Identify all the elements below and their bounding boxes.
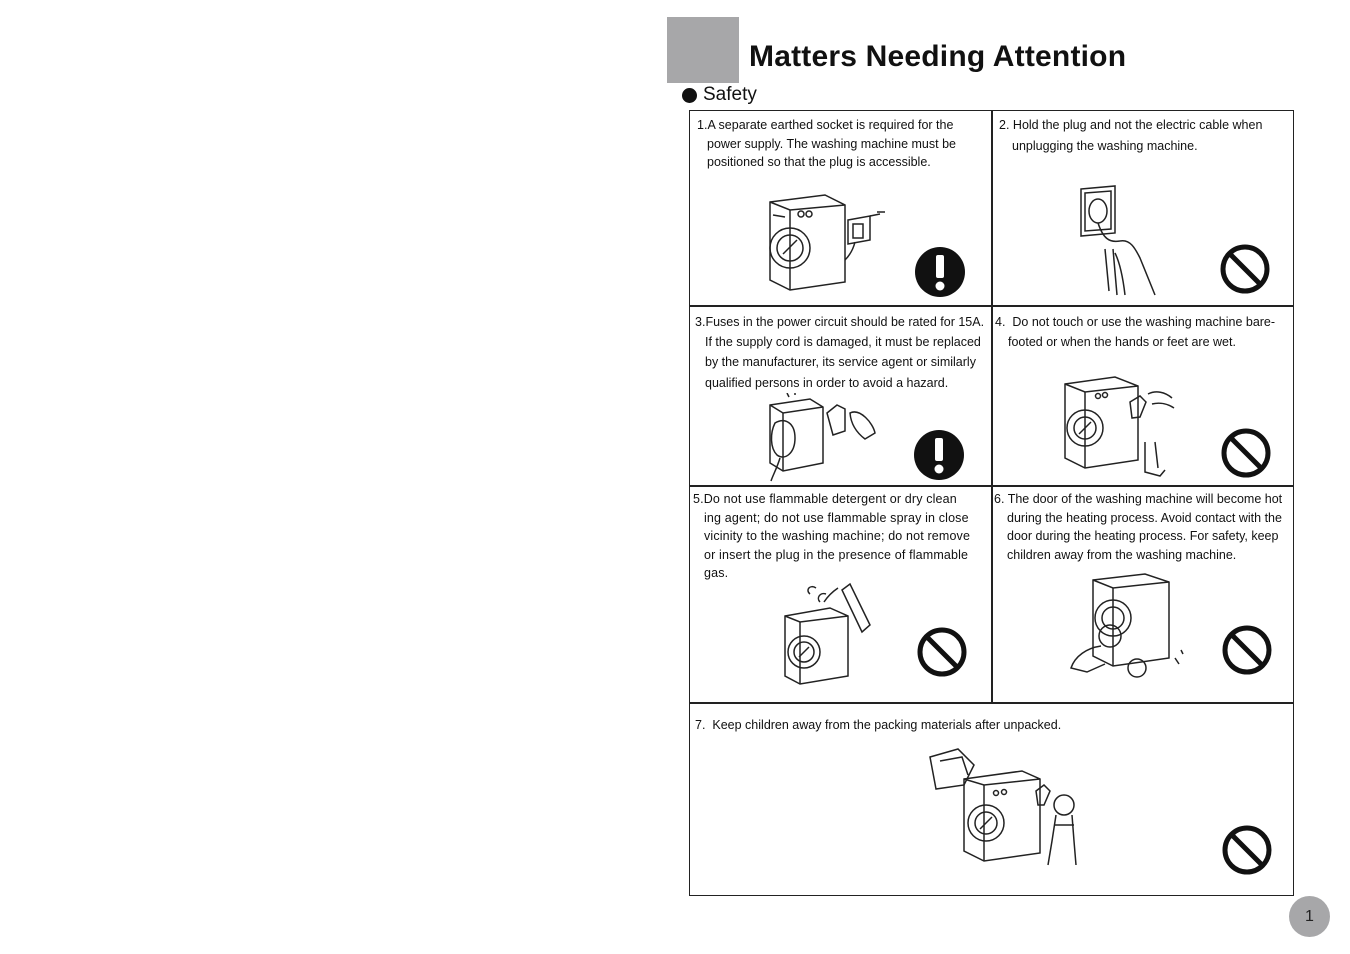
unplugging-hand-illustration	[1075, 183, 1165, 301]
wet-hands-feet-illustration	[1060, 372, 1180, 480]
item-line: during the heating process. Avoid contact with the	[1007, 510, 1282, 525]
page-title: Matters Needing Attention	[749, 40, 1127, 73]
item-line: by the manufacturer, its service agent or similarly	[705, 355, 976, 370]
power-cord-illustration	[765, 393, 885, 483]
item-number: 1.	[697, 118, 708, 132]
header-gray-block	[667, 17, 739, 83]
table-column-divider	[991, 110, 993, 702]
prohibited-icon	[1221, 824, 1273, 876]
item-line: door during the heating process. For safety, keep	[1007, 529, 1279, 543]
item-line: qualified persons in order to avoid a hazard.	[705, 375, 949, 390]
prohibited-icon	[1219, 243, 1271, 295]
item-line: Hold the plug and not the electric cable when	[1012, 118, 1263, 132]
prohibited-icon	[1221, 624, 1273, 676]
flammable-spray-illustration	[780, 580, 875, 688]
item-line: Do not touch or use the washing machine bare-	[1012, 315, 1276, 329]
item-number: 2.	[999, 118, 1010, 132]
caution-icon	[914, 246, 966, 298]
item-number: 3.	[695, 315, 706, 329]
safety-item-5	[693, 490, 989, 583]
prohibited-icon	[916, 626, 968, 678]
item-line: Fuses in the power circuit should be rated for 15A.	[705, 315, 985, 329]
item-number: 6.	[994, 492, 1005, 506]
item-line: ing agent; do not use flammable spray in close	[704, 510, 969, 525]
item-line: Keep children away from the packing materials after unpacked.	[712, 718, 1062, 732]
item-line: Do not use flammable detergent or dry clean	[703, 492, 957, 506]
item-number: 5.	[693, 492, 704, 506]
safety-item-7	[695, 716, 1285, 735]
item-line: positioned so that the plug is accessible.	[707, 155, 931, 169]
page-number: 1	[1289, 896, 1330, 937]
section-heading	[682, 84, 757, 106]
item-line: A separate earthed socket is required for the	[707, 118, 954, 132]
safety-item-6	[994, 490, 1292, 564]
item-line: vicinity to the washing machine; do not remove	[704, 529, 971, 543]
item-line: power supply. The washing machine must be	[707, 136, 956, 151]
item-number: 4.	[995, 315, 1006, 329]
item-line: or insert the plug in the presence of flammable	[704, 547, 969, 562]
item-line: footed or when the hands or feet are wet.	[1008, 335, 1236, 349]
bullet-icon	[682, 88, 697, 103]
item-line: If the supply cord is damaged, it must be replaced	[705, 335, 981, 350]
section-label: Safety	[703, 84, 757, 105]
safety-item-2	[999, 116, 1289, 155]
item-line: The door of the washing machine will become hot	[1007, 492, 1283, 506]
packing-materials-child-illustration	[928, 745, 1078, 870]
item-line: unplugging the washing machine.	[1012, 138, 1198, 153]
safety-item-3	[695, 312, 991, 393]
child-near-hot-door-illustration	[1065, 568, 1190, 680]
safety-item-4	[995, 312, 1291, 352]
washing-machine-socket-illustration	[765, 190, 890, 295]
item-number: 7.	[695, 718, 706, 732]
prohibited-icon	[1220, 427, 1272, 479]
item-line: children away from the washing machine.	[1007, 547, 1237, 562]
caution-icon	[913, 429, 965, 481]
table-divider	[689, 702, 1294, 704]
safety-item-1	[697, 116, 987, 172]
item-line: gas.	[704, 566, 729, 580]
